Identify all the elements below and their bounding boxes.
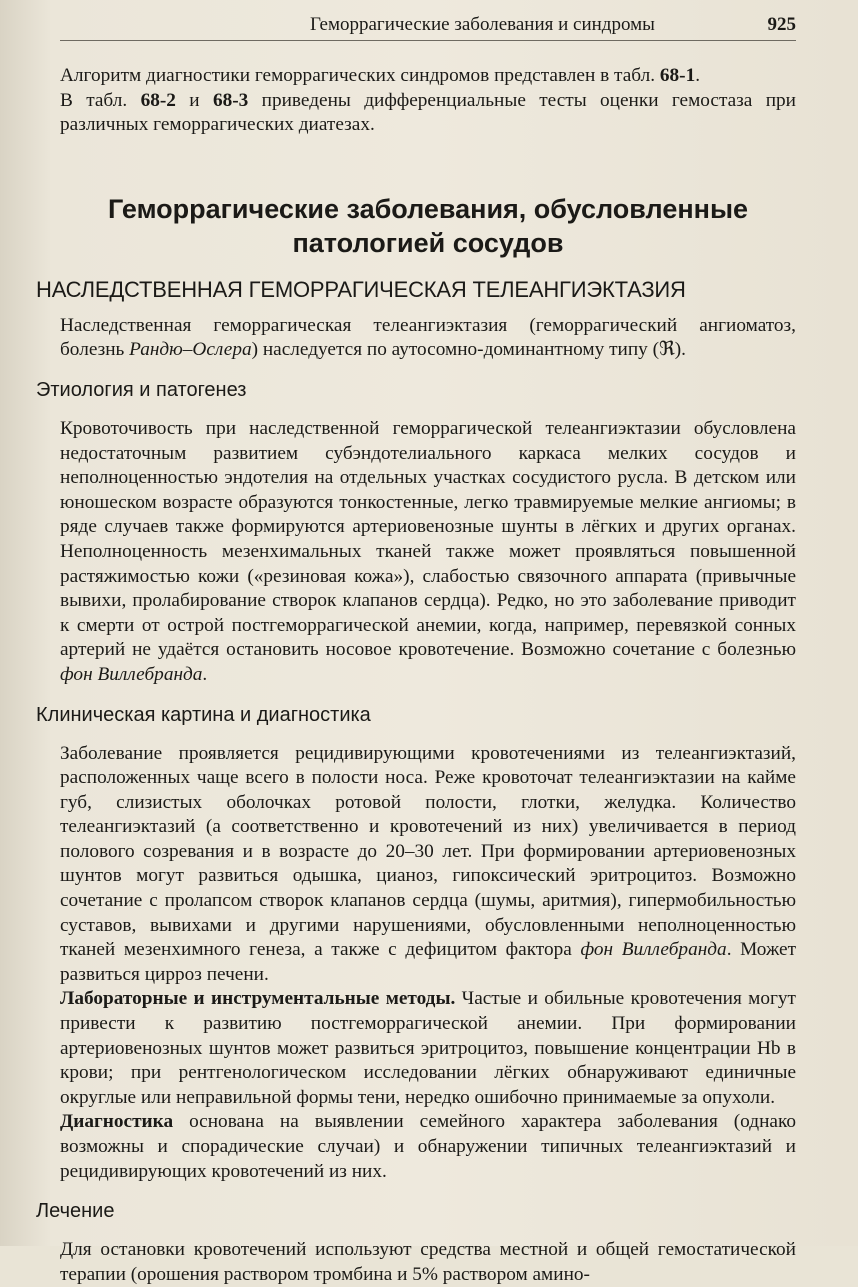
clinical-paragraph xyxy=(60,742,796,988)
intro-p1-end: . xyxy=(695,65,701,86)
etiology-paragraph xyxy=(60,417,796,688)
intro-paragraph-2 xyxy=(60,89,796,138)
heading-clinical: Клиническая картина и диагностика xyxy=(36,703,371,726)
intro-paragraph-1 xyxy=(60,64,796,89)
page-body xyxy=(36,64,797,1287)
chapter-title-line-2: патологией сосудов xyxy=(292,227,564,258)
heading-treatment: Лечение xyxy=(36,1200,115,1223)
intro-p2-b: и xyxy=(175,89,213,111)
intro-p2-a: В табл. xyxy=(60,89,141,111)
intro-p2-c: приведены дифференциальные тесты оценки гемостаза при различных геморрагических диатезах. xyxy=(60,89,796,136)
clinical-end: . Может развиться цирроз печени. xyxy=(60,939,797,985)
treatment-paragraph: Для остановки кровотечений используют средства местной и общей гемостатической терапии (орошения раствором тромбина и 5% раствором амино- xyxy=(60,1239,796,1285)
etiology-end: . xyxy=(202,663,208,685)
clinical-eponym: фон Виллебранда xyxy=(580,939,727,961)
section-intro-b: ) наследуется по аутосомно-доминантному типу (ℜ). xyxy=(251,339,686,361)
lab-methods-lead: Лабораторные и инструментальные методы. xyxy=(60,988,456,1010)
etiology-eponym: фон Виллебранда xyxy=(60,663,203,685)
table-ref-68-1: 68-1 xyxy=(659,65,696,86)
header-rule xyxy=(60,40,796,41)
section-intro-eponym: Рандю–Ослера xyxy=(129,339,252,361)
heading-etiology: Этиология и патогенез xyxy=(36,378,247,401)
chapter-title xyxy=(60,192,796,260)
section-intro-paragraph xyxy=(60,314,796,363)
diagnosis-text: основана на выявлении семейного характера заболевания (однако возможны и спорадические случаи) и обнаружении типичных телеангиэктазий и рецидивирующих кровотечений из них. xyxy=(60,1111,796,1182)
clinical-text: Заболевание проявляется рецидивирующими кровотечениями из телеангиэктазий, расположенных чаще всего в полости носа. Реже кровоточат телеангиэктазии на кайме губ, слизистых оболочках ротовой полости, глотки, желудка. Количество телеангиэктазий (а соответственно и кровотечений из них) увеличивается в период полового созревания и в возрасте до 20–30 лет. При формировании артериовенозных шунтов могут развиться одышка, цианоз, гипоксический эритроцитоз. Возможно сочетание с пролапсом створок клапанов сердца (шумы, аритмия), гипермобильностью суставов, вывихами и другими нарушениями, обусловленными неполноценностью тканей мезенхимного генеза, а также с дефицитом фактора xyxy=(60,742,796,961)
lab-methods-text: Частые и обильные кровотечения могут привести к развитию постгеморрагической анемии. При формировании артериовенозных шунтов может развиться эритроцитоз, повышение концентрации Hb в крови; при рентгенологическом исследовании лёгких обнаруживают единичные округлые или неправильной формы тени, нередко ошибочно принимаемые за опухоли. xyxy=(60,988,796,1108)
running-header xyxy=(60,14,796,40)
diagnosis-paragraph xyxy=(60,1110,796,1184)
table-ref-68-3: 68-3 xyxy=(212,89,249,111)
intro-p1-text: Алгоритм диагностики геморрагических синдромов представлен в табл. xyxy=(60,65,660,86)
page-number: 925 xyxy=(767,14,796,35)
running-title: Геморрагические заболевания и синдромы xyxy=(310,14,655,35)
lab-methods-paragraph xyxy=(60,987,796,1110)
etiology-text: Кровоточивость при наследственной геморрагической телеангиэктазии обусловлена недостаточным развитием субэндотелиального каркаса мелких сосудов и неполноценностью эндотелия на отдельных участках сосудистого русла. В детском или юношеском возрасте образуются тонкостенные, легко травмируемые мелкие ангиомы; в ряде случаев также формируются артериовенозные шунты в лёгких и других органах. Неполноценность мезенхимальных тканей также может проявляться повышенной растяжимостью кожи («резиновая кожа»), слабостью связочного аппарата (привычные вывихи, пролабирование створок клапанов сердца). Редко, но это заболевание приводит к смерти от острой постгеморрагической анемии, когда, например, перевязкой сонных артерий не удаётся остановить носовое кровотечение. Возможно сочетание с болезнью xyxy=(60,417,796,661)
table-ref-68-2: 68-2 xyxy=(140,89,176,111)
diagnosis-lead: Диагностика xyxy=(60,1111,174,1133)
chapter-title-line-1: Геморрагические заболевания, обусловленные xyxy=(107,193,749,224)
section-intro-a: Наследственная геморрагическая телеангиэктазия (геморрагический ангиоматоз, болезнь xyxy=(60,314,796,361)
section-title: НАСЛЕДСТВЕННАЯ ГЕМОРРАГИЧЕСКАЯ ТЕЛЕАНГИЭКТАЗИЯ xyxy=(36,276,686,302)
